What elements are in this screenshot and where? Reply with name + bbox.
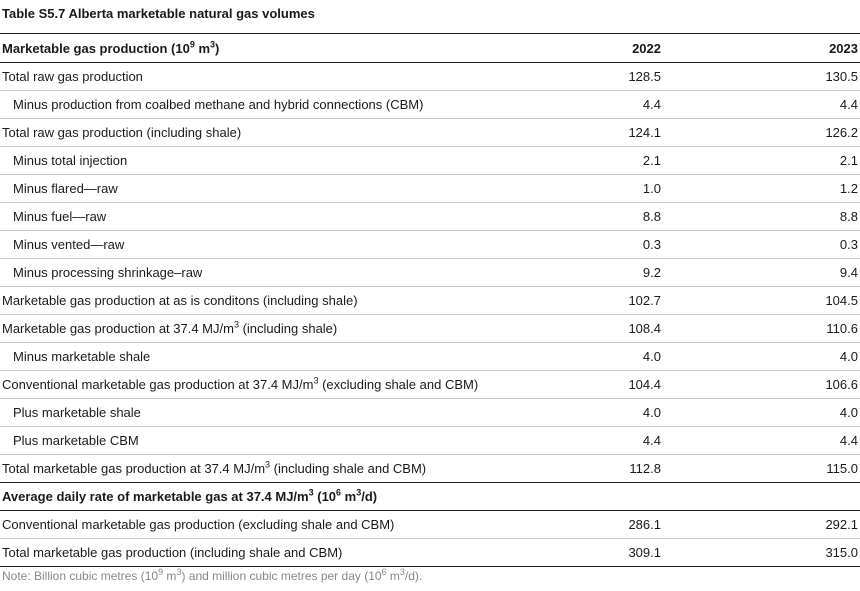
- table-row: [0, 119, 860, 147]
- table-row: [0, 175, 860, 203]
- table-row: [0, 147, 860, 175]
- table-row: [0, 259, 860, 287]
- value-2022: 2.1: [561, 147, 758, 175]
- table-row: [0, 399, 860, 427]
- value-2022: 104.4: [561, 371, 758, 399]
- row-label: Total marketable gas production at 37.4 $MJ/m^3$ (including shale and CBM): [2, 459, 427, 476]
- table-row: [0, 343, 860, 371]
- section-header-label: Average daily rate of marketable gas at 37.4 $MJ/m^3$ ($10^6$ $m^3/d$): [0, 483, 860, 511]
- year-header-2023: 2023: [758, 34, 860, 63]
- value-2023: 104.5: [758, 287, 860, 315]
- row-label: Minus flared—raw: [0, 175, 561, 203]
- row-label: Conventional marketable gas production at 37.4 $MJ/m^3$ (excluding shale and CBM): [0, 371, 561, 399]
- value-2023: 4.0: [758, 399, 860, 427]
- table-row: [0, 287, 860, 315]
- table-row: [0, 231, 860, 259]
- row-label: Minus vented—raw: [0, 231, 561, 259]
- value-2023: 106.6: [758, 371, 860, 399]
- row-label: Minus production from coalbed methane and hybrid connections (CBM): [0, 91, 561, 119]
- table-row: [0, 63, 860, 91]
- row-label: Minus total injection: [0, 147, 561, 175]
- row-label: Plus marketable shale: [0, 399, 561, 427]
- table-row: [0, 315, 860, 343]
- table-row: [0, 371, 860, 399]
- value-2022: 8.8: [561, 203, 758, 231]
- value-2022: 286.1: [561, 511, 758, 539]
- table-row: [0, 511, 860, 539]
- table-caption: Table S5.7 Alberta marketable natural gas volumes: [2, 6, 315, 21]
- value-2023: 4.4: [758, 427, 860, 455]
- value-2023: 4.0: [758, 343, 860, 371]
- value-2023: 2.1: [758, 147, 860, 175]
- value-2023: 130.5: [758, 63, 860, 91]
- section-header-row: [0, 34, 860, 63]
- value-2023: 0.3: [758, 231, 860, 259]
- row-label: Conventional marketable gas production (excluding shale and CBM): [0, 511, 561, 539]
- value-2022: 0.3: [561, 231, 758, 259]
- value-2023: 315.0: [758, 539, 860, 567]
- value-2022: 4.4: [561, 427, 758, 455]
- value-2023: 1.2: [758, 175, 860, 203]
- year-header-2022: 2022: [561, 34, 758, 63]
- value-2022: 309.1: [561, 539, 758, 567]
- table-row: [0, 203, 860, 231]
- row-label: Total raw gas production (including shale): [0, 119, 561, 147]
- value-2022: 9.2: [561, 259, 758, 287]
- value-2022: 1.0: [561, 175, 758, 203]
- table-row: [0, 427, 860, 455]
- value-2022: 108.4: [561, 315, 758, 343]
- row-label: Total raw gas production: [0, 63, 561, 91]
- table-row: [0, 91, 860, 119]
- value-2023: 115.0: [826, 461, 858, 476]
- section-header-label: Marketable gas production ($10^9$ $m^3$): [0, 34, 561, 63]
- row-label: Minus marketable shale: [0, 343, 561, 371]
- value-2023: 4.4: [758, 91, 860, 119]
- section-header-row: [0, 483, 860, 511]
- table-row: [0, 455, 860, 483]
- value-2022: 102.7: [561, 287, 758, 315]
- row-label: Marketable gas production at 37.4 $MJ/m^3$ (including shale): [0, 315, 561, 343]
- table-row: [0, 539, 860, 567]
- row-label: Plus marketable CBM: [0, 427, 561, 455]
- value-2023: 292.1: [758, 511, 860, 539]
- row-label: Minus processing shrinkage–raw: [0, 259, 561, 287]
- value-2022: 4.0: [561, 399, 758, 427]
- value-2022: 112.8: [629, 461, 661, 476]
- table-note: Note: Billion cubic metres ($10^9$ $m^3$) and million cubic metres per day ($10^6$ $m^3/d$).: [2, 567, 423, 583]
- value-2023: 110.6: [758, 315, 860, 343]
- row-label: Minus fuel—raw: [0, 203, 561, 231]
- value-2023: 126.2: [758, 119, 860, 147]
- value-2022: 128.5: [561, 63, 758, 91]
- value-2022: 4.4: [561, 91, 758, 119]
- row-label: Total marketable gas production (including shale and CBM): [0, 539, 561, 567]
- value-2023: 9.4: [758, 259, 860, 287]
- value-2023: 8.8: [758, 203, 860, 231]
- value-2022: 124.1: [561, 119, 758, 147]
- row-label: Marketable gas production at as is conditons (including shale): [0, 287, 561, 315]
- value-2022: 4.0: [561, 343, 758, 371]
- gas-volumes-table: [0, 33, 860, 567]
